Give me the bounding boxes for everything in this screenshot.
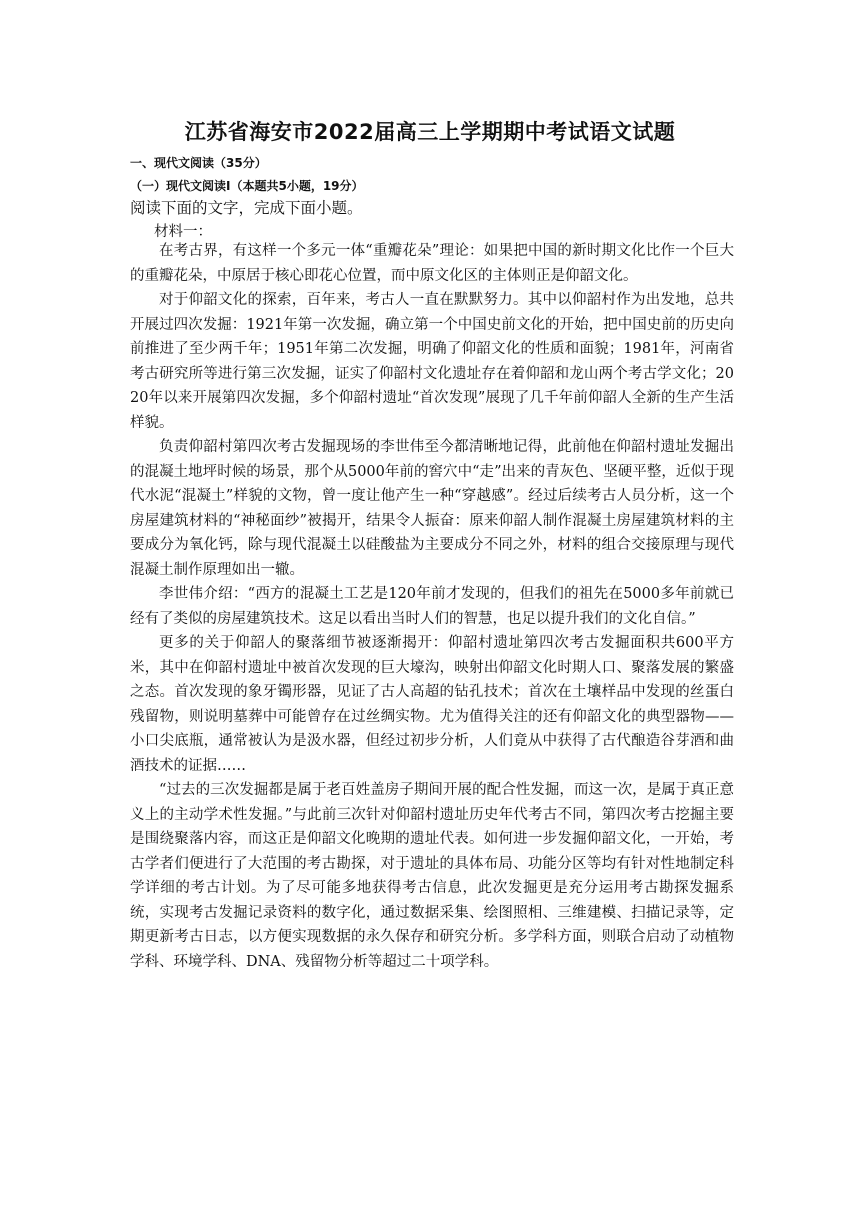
paragraph: 负责仰韶村第四次考古发掘现场的李世伟至今都清晰地记得，此前他在仰韶村遗址发掘出的混凝土地坪时候的场景，那个从5000年前的窖穴中“走”出来的青灰色、坚硬平整，近似于现代水泥“混凝土”样貌的文物，曾一度让他产生一种“穿越感”。经过后续考古人员分析，这一个房屋建筑材料的“神秘面纱”被揭开，结果令人振奋：原来仰韶人制作混凝土房屋建筑材料的主要成分为氧化钙，除与现代混凝土以硅酸盐为主要成分不同之外，材料的组合交接原理与现代混凝土制作原理如出一辙。: [130, 439, 734, 578]
paragraph: “过去的三次发掘都是属于老百姓盖房子期间开展的配合性发掘，而这一次，是属于真正意义上的主动学术性发掘。”与此前三次针对仰韶村遗址历史年代考古不同，第四次考古挖掘主要是围绕聚落内容，而这正是仰韶文化晚期的遗址代表。如何进一步发掘仰韶文化，一开始，考古学者们便进行了大范围的考古勘探，对于遗址的具体布局、功能分区等均有针对性地制定科学详细的考古计划。为了尽可能多地获得考古信息，此次发掘更是充分运用考古勘探发掘系统，实现考古发掘记录资料的数字化，通过数据采集、绘图照相、三维建模、扫描记录等，定期更新考古日志，以方便实现数据的永久保存和研究分析。多学科方面，则联合启动了动植物学科、环境学科、DNA、残留物分析等超过二十项学科。: [130, 782, 734, 970]
material-label: 材料一：: [154, 224, 212, 240]
section-heading: 一、现代文阅读（35分）: [130, 156, 267, 170]
paragraph: 更多的关于仰韶人的聚落细节被逐渐揭开：仰韶村遗址第四次考古发掘面积共600平方米，其中在仰韶村遗址中被首次发现的巨大壕沟，映射出仰韶文化时期人口、聚落发展的繁盛之态。首次发现的象牙镯形器，见证了古人高超的钻孔技术；首次在土壤样品中发现的丝蛋白残留物，则说明墓葬中可能曾存在过丝绸实物。尤为值得关注的还有仰韶文化的典型器物——小口尖底瓶，通常被认为是汲水器，但经过初步分析，人们竟从中获得了古代酿造谷芽酒和曲酒技术的证据……: [130, 635, 734, 774]
paragraph: 对于仰韶文化的探索，百年来，考古人一直在默默努力。其中以仰韶村作为出发地，总共开展过四次发掘：1921年第一次发掘，确立第一个中国史前文化的开始，把中国史前的历史向前推进了至少两千年；1951年第二次发掘，明确了仰韶文化的性质和面貌；1981年，河南省考古研究所等进行第三次发掘，证实了仰韶村文化遗址存在着仰韶和龙山两个考古学文化；2020年以来开展第四次发掘，多个仰韶村遗址“首次发现”展现了几千年前仰韶人全新的生产生活样貌。: [130, 292, 734, 431]
paragraph: 李世伟介绍：“西方的混凝土工艺是120年前才发现的，但我们的祖先在5000多年前就已经有了类似的房屋建筑技术。这足以看出当时人们的智慧，也足以提升我们的文化自信。”: [130, 586, 734, 627]
reading-instruction: 阅读下面的文字，完成下面小题。: [130, 199, 363, 217]
subsection-heading: （一）现代文阅读Ⅰ（本题共5小题，19分）: [130, 179, 364, 193]
document-title: 江苏省海安市2022届高三上学期期中考试语文试题: [184, 120, 676, 144]
paragraph: 在考古界，有这样一个多元一体“重瓣花朵”理论：如果把中国的新时期文化比作一个巨大的重瓣花朵，中原居于核心即花心位置，而中原文化区的主体则正是仰韶文化。: [130, 243, 734, 284]
article-body: [130, 239, 734, 974]
